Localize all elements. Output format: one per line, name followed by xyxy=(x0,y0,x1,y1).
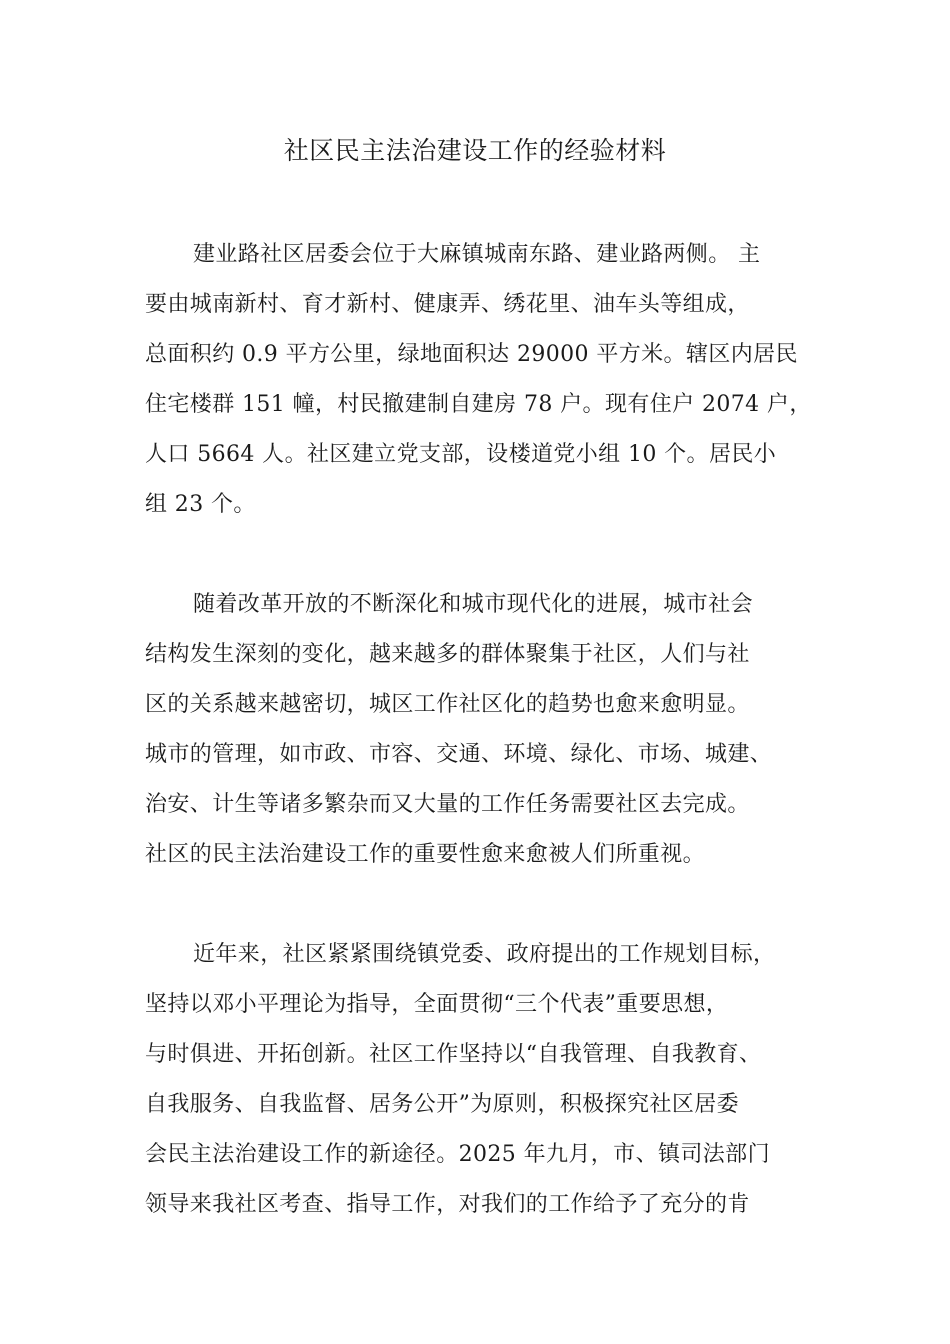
paragraph-line: 总面积约 0.9 平方公里，绿地面积达 29000 平方米。辖区内居民 xyxy=(145,342,798,367)
paragraph-line: 区的关系越来越密切，城区工作社区化的趋势也愈来愈明显。 xyxy=(145,692,750,717)
paragraph-line: 坚持以邓小平理论为指导，全面贯彻“三个代表”重要思想， xyxy=(145,992,729,1017)
paragraph-line: 与时俱进、开拓创新。社区工作坚持以“自我管理、自我教育、 xyxy=(145,1042,762,1067)
paragraph-line: 建业路社区居委会位于大麻镇城南东路、建业路两侧。 主 xyxy=(193,242,761,267)
paragraph-1 xyxy=(145,230,830,530)
paragraph-line: 近年来，社区紧紧围绕镇党委、政府提出的工作规划目标， xyxy=(193,942,776,967)
paragraph-line: 要由城南新村、育才新村、健康弄、绣花里、油车头等组成， xyxy=(145,292,750,317)
paragraph-line: 人口 5664 人。社区建立党支部，设楼道党小组 10 个。居民小 xyxy=(145,442,777,467)
paragraph-2 xyxy=(145,580,830,880)
paragraph-line: 社区的民主法治建设工作的重要性愈来愈被人们所重视。 xyxy=(145,842,706,867)
paragraph-line: 结构发生深刻的变化，越来越多的群体聚集于社区，人们与社 xyxy=(145,642,750,667)
paragraph-line: 领导来我社区考查、指导工作，对我们的工作给予了充分的肯 xyxy=(145,1192,750,1217)
paragraph-line: 会民主法治建设工作的新途径。2025 年九月，市、镇司法部门 xyxy=(145,1142,770,1167)
paragraph-line: 组 23 个。 xyxy=(145,492,256,517)
paragraph-line: 住宅楼群 151 幢，村民撤建制自建房 78 户。现有住户 2074 户， xyxy=(145,392,812,417)
document-title: 社区民主法治建设工作的经验材料 xyxy=(283,136,667,165)
paragraph-3 xyxy=(145,930,830,1230)
document-body xyxy=(145,230,830,1280)
paragraph-line: 自我服务、自我监督、居务公开”为原则，积极探究社区居委 xyxy=(145,1092,740,1117)
paragraph-line: 城市的管理，如市政、市容、交通、环境、绿化、市场、城建、 xyxy=(145,742,773,767)
paragraph-line: 治安、计生等诸多繁杂而又大量的工作任务需要社区去完成。 xyxy=(145,792,750,817)
paragraph-line: 随着改革开放的不断深化和城市现代化的进展，城市社会 xyxy=(193,592,754,617)
